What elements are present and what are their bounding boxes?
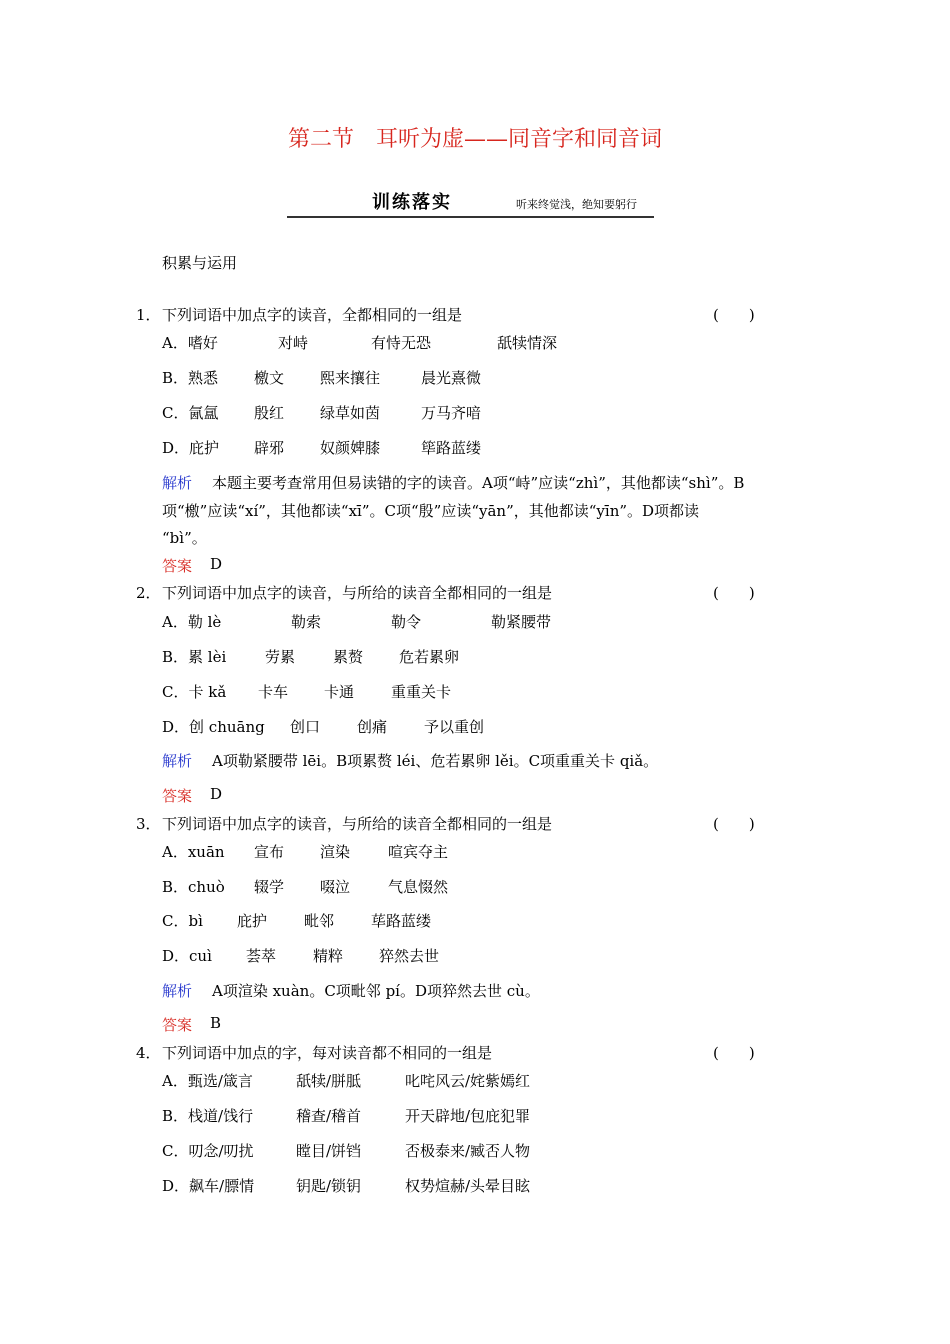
question-1-analysis-line-2: 项“檄”应读“xí”，其他都读“xī”。C项“殷”应读“yān”，其他都读“yīn”。D项都读 bbox=[162, 502, 700, 520]
question-3-number: 3． bbox=[136, 815, 161, 833]
question-2-number: 2． bbox=[136, 584, 161, 602]
question-1-analysis-line-1: 本题主要考查常用但易读错的字的读音。A项“峙”应读“zhì”，其他都读“shì”。B bbox=[212, 474, 745, 492]
question-3-answer-label: 答案 bbox=[162, 1016, 193, 1034]
question-2-analysis-line-1: A项勒紧腰带 lēi。B项累赘 léi、危若累卵 lěi。C项重重关卡 qiǎ。 bbox=[212, 752, 659, 770]
question-1-analysis-line-3: “bì”。 bbox=[162, 529, 207, 547]
question-1-answer-blank: ( ) bbox=[713, 306, 755, 324]
question-3-analysis-label: 解析 bbox=[162, 982, 193, 1000]
question-1-analysis-label: 解析 bbox=[162, 474, 193, 492]
question-4-text: 下列词语中加点的字，每对读音都不相同的一组是 bbox=[162, 1044, 493, 1062]
question-3-analysis-line-1: A项渲染 xuàn。C项毗邻 pí。D项猝然去世 cù。 bbox=[212, 982, 540, 1000]
training-banner-title: 训练落实 bbox=[372, 192, 452, 213]
question-2-answer: D bbox=[210, 785, 223, 803]
training-banner-subtitle: 听来终觉浅，绝知要躬行 bbox=[516, 198, 637, 211]
question-3-text: 下列词语中加点字的读音，与所给的读音全都相同的一组是 bbox=[162, 815, 553, 833]
question-4-answer-blank: ( ) bbox=[713, 1044, 755, 1062]
section-heading: 积累与运用 bbox=[162, 254, 238, 272]
question-2-answer-blank: ( ) bbox=[713, 584, 755, 602]
question-1-text: 下列词语中加点字的读音，全都相同的一组是 bbox=[162, 306, 463, 324]
question-4-number: 4． bbox=[136, 1044, 161, 1062]
question-2-answer-label: 答案 bbox=[162, 787, 193, 805]
question-3-answer: B bbox=[210, 1014, 222, 1032]
banner-divider bbox=[287, 216, 654, 218]
question-1-answer: D bbox=[210, 555, 223, 573]
page-title: 第二节 耳听为虚——同音字和同音词 bbox=[287, 127, 662, 152]
question-3-answer-blank: ( ) bbox=[713, 815, 755, 833]
question-1-number: 1． bbox=[136, 306, 161, 324]
question-2-analysis-label: 解析 bbox=[162, 752, 193, 770]
question-1-answer-label: 答案 bbox=[162, 557, 193, 575]
question-2-text: 下列词语中加点字的读音，与所给的读音全都相同的一组是 bbox=[162, 584, 553, 602]
